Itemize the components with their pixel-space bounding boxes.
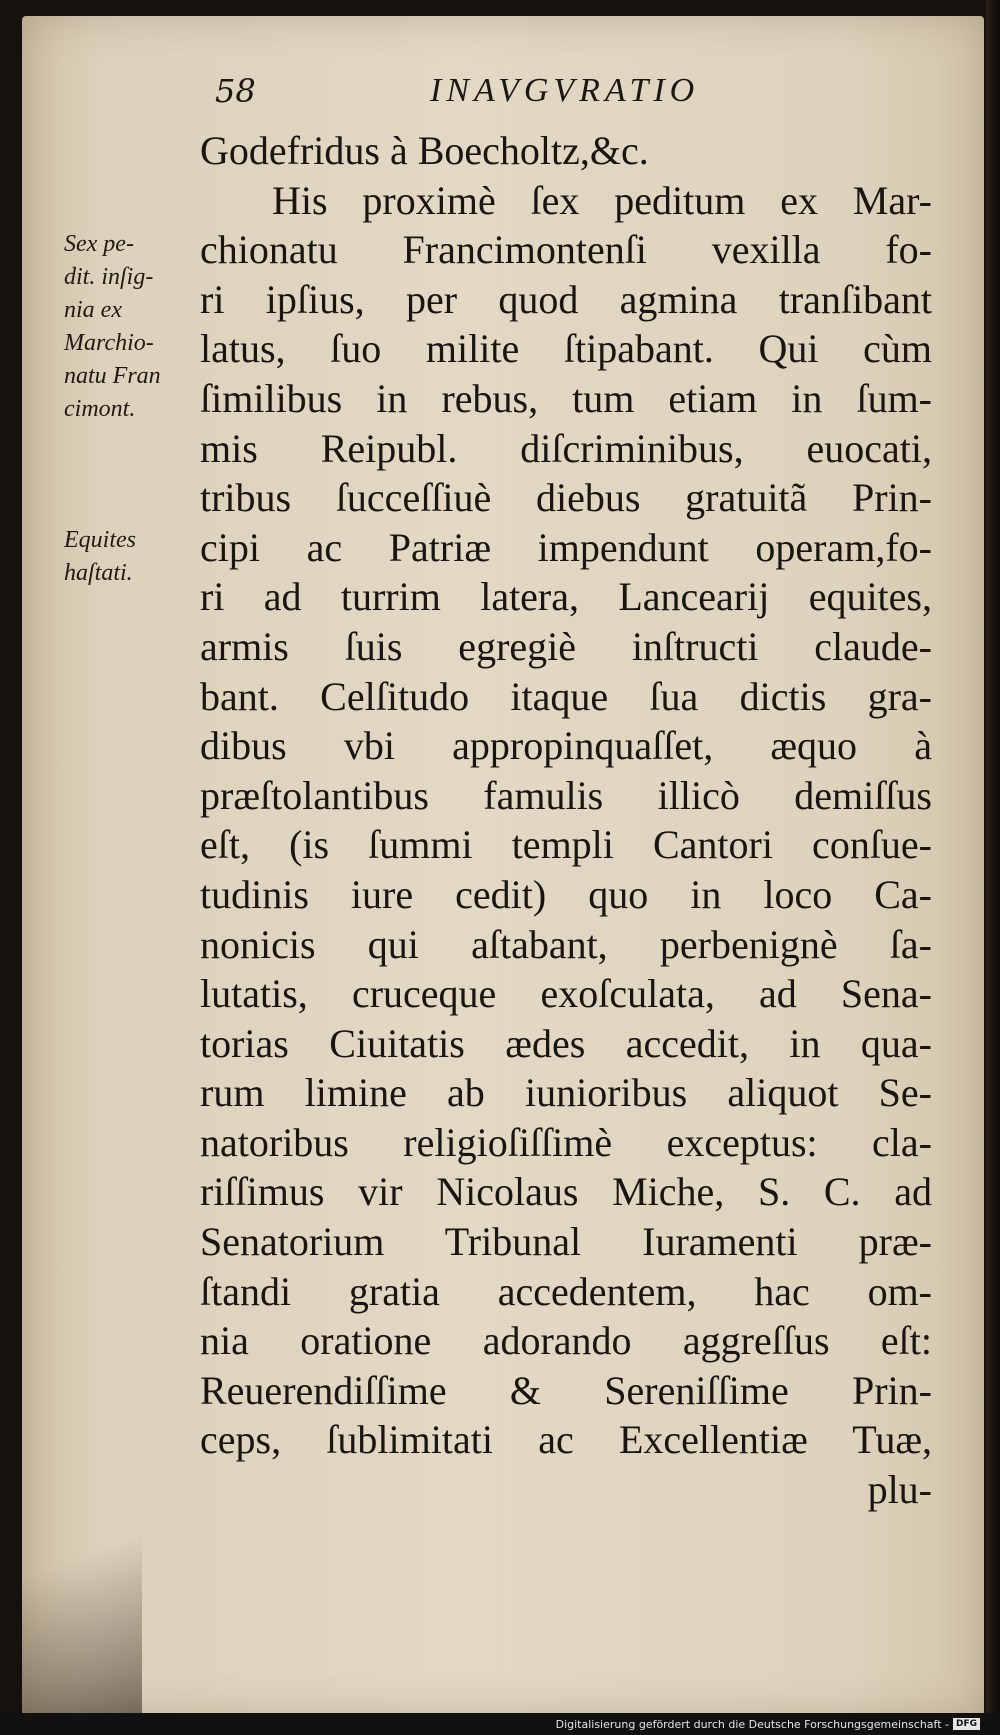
text-line: natoribus religioſiſſimè exceptus: cla- [200,1119,932,1165]
text-line: ceps, ſublimitati ac Excellentiæ Tuæ, [200,1417,932,1463]
text-line: lutatis, cruceque exoſculata, ad Sena- [200,971,932,1017]
text-line: ri ad turrim latera, Lancearij equites, [200,574,932,620]
margin-note [64,524,214,590]
text-line: cipi ac Patriæ impendunt operam,fo- [200,524,932,570]
text-line: torias Ciuitatis ædes accedit, in qua- [200,1020,932,1066]
page-corner-shadow [22,1456,142,1716]
catchword: plu- [867,1467,932,1513]
dfg-logo: DFG [953,1718,980,1730]
digitization-credit [556,1715,980,1733]
text-line: ri ipſius, per quod agmina tranſibant [200,276,932,322]
text-line: ſimilibus in rebus, tum etiam in ſum- [200,375,932,421]
text-line: rum limine ab iunioribus aliquot Se- [200,1070,932,1116]
margin-note-line: Equites [64,527,136,553]
margin-note-line: haſtati. [64,560,133,586]
text-line: mis Reipubl. diſcriminibus, euocati, [200,425,932,471]
text-line: Godefridus à Boecholtz,&c. [200,128,649,173]
text-line: ſtandi gratia accedentem, hac om- [200,1268,932,1314]
text-line: Reuerendiſſime & Sereniſſime Prin- [200,1367,932,1413]
margin-note-line: Marchio- [64,330,154,356]
margin-note [64,228,214,426]
margin-notes [64,228,214,590]
text-line: chionatu Francimontenſi vexilla fo- [200,227,932,273]
text-line: armis ſuis egregiè inſtructi claude- [200,623,932,669]
text-line: His proximè ſex peditum ex Mar- [272,177,932,223]
text-line: nia oratione adorando aggreſſus eſt: [200,1318,932,1364]
margin-note-line: nia ex [64,297,122,323]
text-line: latus, ſuo milite ſtipabant. Qui cùm [200,326,932,372]
text-line: riſſimus vir Nicolaus Miche, S. C. ad [200,1169,932,1215]
text-line: bant. Celſitudo itaque ſua dictis gra- [200,673,932,719]
credit-text: Digitalisierung gefördert durch die Deutsche Forschungsgemeinschaft - [555,1717,949,1731]
body-text [200,126,932,1515]
page-number: 58 [215,72,256,110]
text-line: præſtolantibus famulis illicò demiſſus [200,772,932,818]
margin-note-line: cimont. [64,396,136,422]
text-line: tudinis iure cedit) quo in loco Ca- [200,871,932,917]
text-line: nonicis qui aſtabant, perbenignè ſa- [200,921,932,967]
text-line: Senatorium Tribunal Iuramenti præ- [200,1219,932,1265]
margin-note-line: Sex pe- [64,231,134,257]
margin-note-line: natu Fran [64,363,161,389]
running-title: INAVGVRATIO [430,72,700,109]
text-line: tribus ſucceſſiuè diebus gratuitã Prin- [200,475,932,521]
page-header [215,72,755,116]
book-edge [986,0,1000,1735]
text-line: eſt, (is ſummi templi Cantori conſue- [200,822,932,868]
margin-note-line: dit. inſig- [64,264,154,290]
text-line: dibus vbi appropinquaſſet, æquo à [200,723,932,769]
